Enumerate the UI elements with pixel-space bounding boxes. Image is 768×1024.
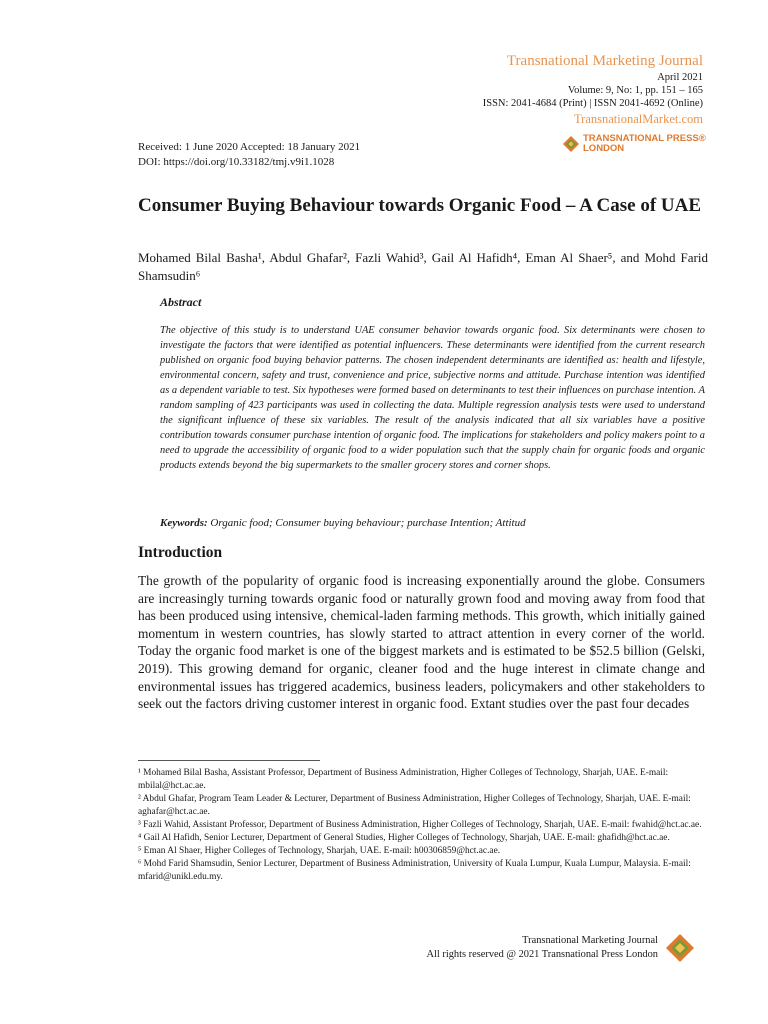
article-title: Consumer Buying Behaviour towards Organic Food – A Case of UAE bbox=[138, 195, 702, 216]
footnote-3: ³ Fazli Wahid, Assistant Professor, Department of Business Administration, Higher Colleges of Technology, Sharjah, UAE. E-mail: fwahid@hct.ac.ae. bbox=[138, 820, 702, 830]
introduction-heading: Introduction bbox=[138, 544, 223, 561]
issue-date: April 2021 bbox=[657, 72, 703, 83]
footer-journal-name: Transnational Marketing Journal bbox=[522, 935, 658, 946]
issn-info: ISSN: 2041-4684 (Print) | ISSN 2041-4692 (Online) bbox=[482, 98, 703, 109]
footnote-2: ² Abdul Ghafar, Program Team Leader & Lecturer, Department of Business Administration, Higher Colleges of Technology, Sharjah, UAE. E-mail: aghafar@hct.ac.ae. bbox=[138, 794, 691, 817]
keywords-label: Keywords: bbox=[160, 517, 208, 529]
introduction-paragraph: The growth of the popularity of organic food is increasing exponentially around the globe. Consumers are increasingly turning towards organic food or naturally grown food and moving away from food that has been produced using intensive, chemical-laden farming methods. This growth, which initially gained momentum in western countries, has slowly started to attract attention in every corner of the world. Today the organic food market is one of the biggest markets and is estimated to be $52.5 billion (Gelski, 2019). This growing demand for organic, cleaner food and the huge interest in climate change and environmental issues has triggered academics, business leaders, policymakers and other stakeholders to seek out the factors driving customer interest in organic food. Extant studies over the past four decades bbox=[138, 573, 705, 712]
transnational-press-logo bbox=[563, 134, 708, 156]
footnote-1: ¹ Mohamed Bilal Basha, Assistant Professor, Department of Business Administration, Higher Colleges of Technology, Sharjah, UAE. E-mail: mbilal@hct.ac.ae. bbox=[138, 768, 669, 791]
website-link[interactable]: TransnationalMarket.com bbox=[573, 112, 703, 126]
author-list: Mohamed Bilal Basha¹, Abdul Ghafar², Fazli Wahid³, Gail Al Hafidh⁴, Eman Al Shaer⁵, and Mohd Farid Shamsudin⁶ bbox=[138, 250, 708, 283]
press-diamond-icon bbox=[563, 136, 579, 152]
footer-copyright: All rights reserved @ 2021 Transnational Press London bbox=[426, 949, 658, 960]
keywords-line bbox=[160, 517, 705, 529]
abstract-heading: Abstract bbox=[160, 295, 202, 309]
footnotes bbox=[138, 767, 708, 884]
keywords-text: Organic food; Consumer buying behaviour; purchase Intention; Attitud bbox=[210, 517, 526, 529]
footnote-5: ⁵ Eman Al Shaer, Higher Colleges of Technology, Sharjah, UAE. E-mail: h00306859@hct.ac.ae. bbox=[138, 846, 501, 856]
journal-name: Transnational Marketing Journal bbox=[506, 53, 703, 69]
abstract-text: The objective of this study is to understand UAE consumer behavior towards organic food. Six determinants were chosen to investigate the factors that were identified as potential influencers. These determinants were identified from the current research published on organic food buying behavior patterns. The chosen independent determinants are identified as: health and lifestyle, environmental concern, safety and trust, convenience and price, subjective norms and attitude. Purchase intention was identified as a dependent variable to test. Six hypotheses were formed based on determinants to test their influences on purchase intention. A random sampling of 423 participants was used in collecting the data. Multiple regression analysis tests were used to understand the significant influence of these six variables. The result of the analysis indicated that all six variables have a positive contribution towards consumer purchase intention of organic food. The implications for stakeholders and policy makers point to a need to upgrade the accessibility of organic food to a wider population such that the supply chain for organic foods and organic products extends beyond the big supermarkets to the smaller grocery stores and corner shops. bbox=[160, 325, 705, 471]
doi-link[interactable]: DOI: https://doi.org/10.33182/tmj.v9i1.1028 bbox=[138, 156, 335, 168]
press-logo-line-1: TRANSNATIONAL PRESS® bbox=[583, 133, 706, 144]
footnote-divider bbox=[138, 760, 320, 761]
press-logo-line-2: LONDON bbox=[583, 143, 625, 154]
footnote-4: ⁴ Gail Al Hafidh, Senior Lecturer, Department of General Studies, Higher Colleges of Technology, Sharjah, UAE. E-mail: ghafidh@hct.ac.ae. bbox=[138, 833, 670, 843]
footnote-6: ⁶ Mohd Farid Shamsudin, Senior Lecturer, Department of Business Administration, University of Kuala Lumpur, Kuala Lumpur, Malaysia. E-mail: mfarid@unikl.edu.my. bbox=[138, 859, 691, 882]
volume-info: Volume: 9, No: 1, pp. 151 – 165 bbox=[567, 85, 703, 96]
received-accepted-dates: Received: 1 June 2020 Accepted: 18 January 2021 bbox=[138, 141, 361, 153]
footer-press-logo-icon bbox=[665, 933, 695, 963]
